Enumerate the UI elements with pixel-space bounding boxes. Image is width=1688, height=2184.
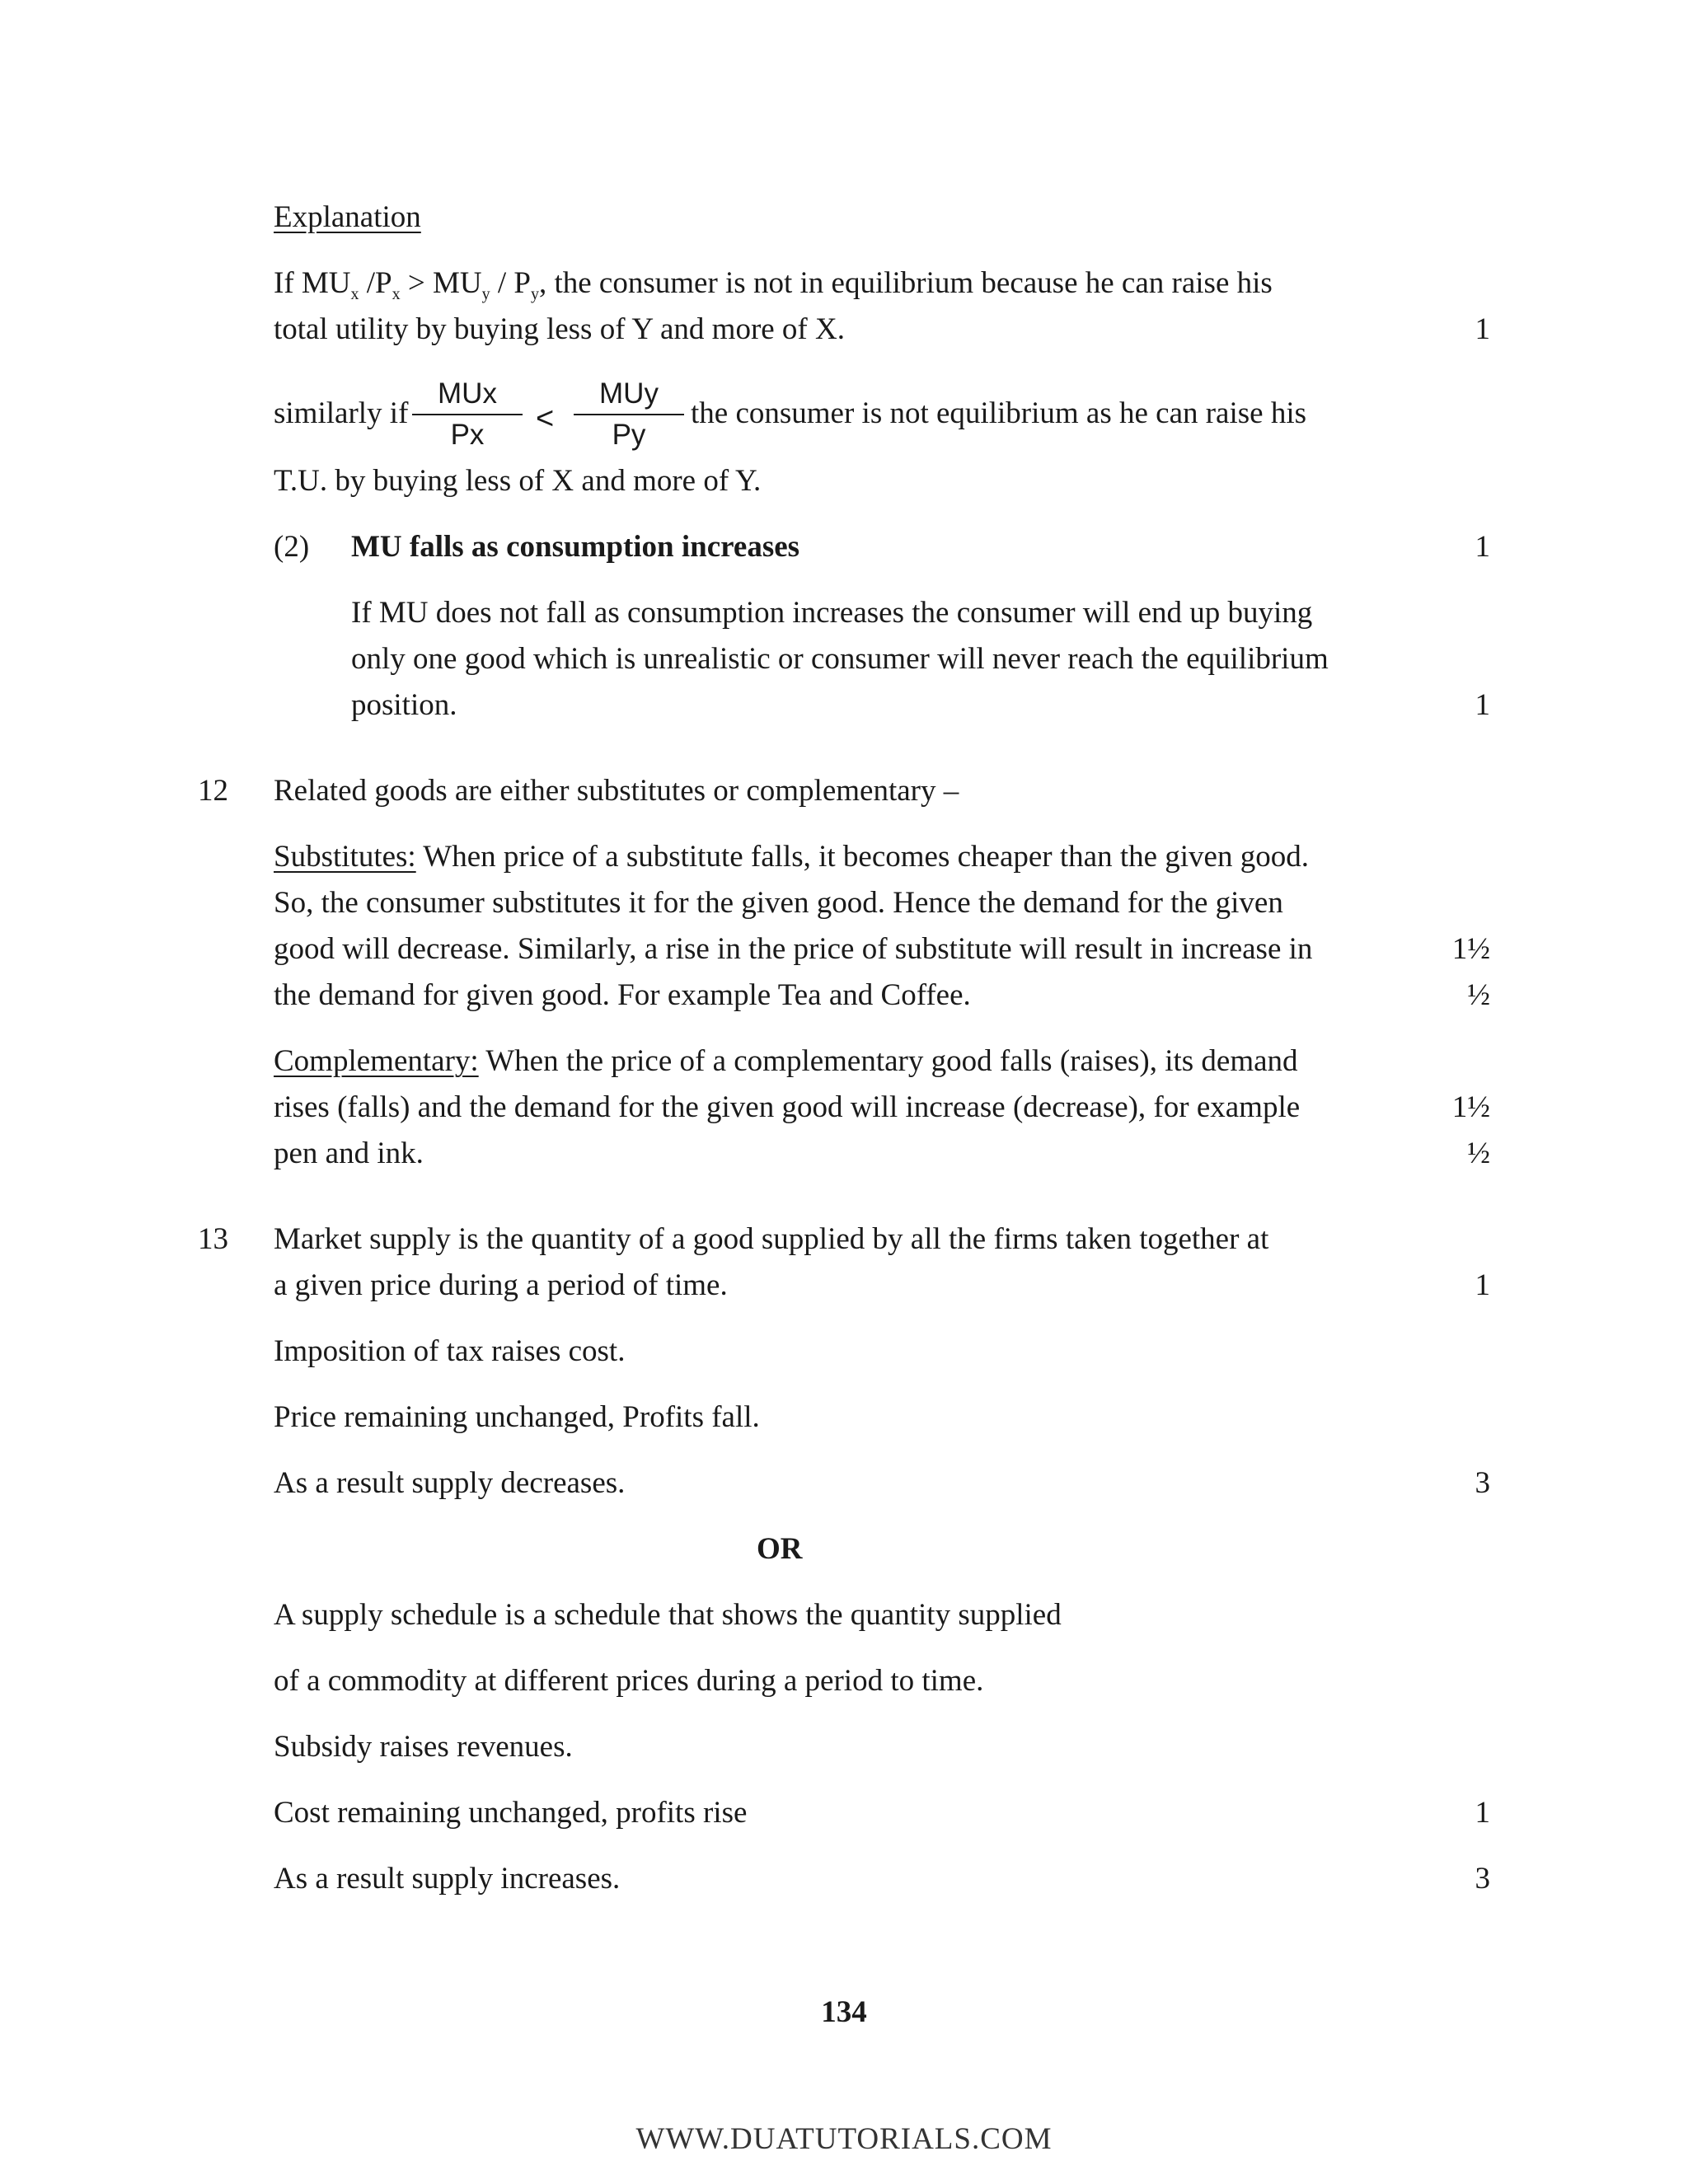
- complementary-line-1: [274, 1038, 1298, 1085]
- less-than-sign: <: [536, 401, 555, 436]
- mark-question-13-line-9: 1: [1475, 1796, 1490, 1830]
- mark-explanation-line-2: 1: [1475, 312, 1490, 346]
- substitutes-line-4: the demand for given good. For example Tea and Coffee.: [274, 978, 971, 1012]
- explanation-line-2: total utility by buying less of Y and more of X.: [274, 312, 845, 346]
- question-12-intro: Related goods are either substitutes or complementary –: [274, 774, 959, 808]
- similarly-suffix: the consumer is not equilibrium as he can raise his: [691, 396, 1307, 430]
- point-2-number: (2): [274, 530, 310, 564]
- question-13-line-5: As a result supply decreases.: [274, 1466, 626, 1500]
- mark-complementary-line-2: 1½: [1451, 1090, 1490, 1124]
- fraction-2-denominator: Py: [612, 419, 646, 451]
- question-13-line-9: Cost remaining unchanged, profits rise: [274, 1796, 748, 1830]
- complementary-line-3: pen and ink.: [274, 1137, 424, 1170]
- mark-substitutes-line-4: ½: [1467, 978, 1490, 1012]
- explanation-heading: Explanation: [274, 200, 421, 234]
- complementary-line-2: rises (falls) and the demand for the given good will increase (decrease), for example: [274, 1090, 1301, 1124]
- substitutes-line-3: good will decrease. Similarly, a rise in the price of substitute will result in increase in: [274, 932, 1313, 966]
- fraction-muy-py: [574, 377, 684, 452]
- point-2-title: MU falls as consumption increases: [351, 530, 800, 564]
- question-13-line-2: a given price during a period of time.: [274, 1268, 728, 1302]
- question-13-number: 13: [198, 1222, 228, 1256]
- substitutes-line-2: So, the consumer substitutes it for the given good. Hence the demand for the given: [274, 886, 1283, 920]
- mark-point-2-title: 1: [1475, 530, 1490, 564]
- substitutes-line-1: [274, 834, 1309, 880]
- explanation-line-4: T.U. by buying less of X and more of Y.: [274, 464, 762, 498]
- fraction-1-numerator: MUx: [438, 377, 497, 410]
- substitutes-label: Substitutes:: [274, 840, 416, 874]
- complementary-label: Complementary:: [274, 1044, 479, 1078]
- complementary-line-1-text: When the price of a complementary good falls (raises), its demand: [478, 1044, 1298, 1078]
- mark-substitutes-line-3: 1½: [1451, 932, 1490, 966]
- fraction-1-denominator: Px: [450, 419, 485, 451]
- fraction-mux-px: [412, 377, 523, 452]
- footer-website: WWW.DUATUTORIALS.COM: [635, 2122, 1053, 2156]
- or-separator: OR: [757, 1532, 803, 1566]
- page-number: 134: [821, 1995, 867, 2029]
- question-12-number: 12: [198, 774, 228, 808]
- explanation-line-1-text: , the consumer is not in equilibrium because he can raise his: [538, 266, 1273, 300]
- question-13-line-1: Market supply is the quantity of a good supplied by all the firms taken together at: [274, 1222, 1269, 1256]
- explanation-line-1: If $MU_x$ $/P_x > MU_y / P_y$, the consumer is not in equilibrium because he can raise his: [274, 266, 1273, 303]
- mark-point-2-line-3: 1: [1475, 688, 1490, 722]
- question-13-line-4: Price remaining unchanged, Profits fall.: [274, 1400, 760, 1434]
- mark-question-13-line-5: 3: [1475, 1466, 1490, 1500]
- question-13-line-10: As a result supply increases.: [274, 1862, 621, 1896]
- question-13-line-7: of a commodity at different prices during a period to time.: [274, 1664, 984, 1698]
- similarly-prefix: similarly if: [274, 396, 409, 430]
- question-13-line-3: Imposition of tax raises cost.: [274, 1334, 626, 1368]
- question-13-line-6: A supply schedule is a schedule that shows the quantity supplied: [274, 1598, 1062, 1632]
- mark-question-13-line-10: 3: [1475, 1862, 1490, 1896]
- mark-complementary-line-3: ½: [1467, 1137, 1490, 1170]
- question-13-line-8: Subsidy raises revenues.: [274, 1730, 573, 1764]
- substitutes-line-1-text: When price of a substitute falls, it becomes cheaper than the given good.: [415, 840, 1309, 874]
- point-2-line-1: If MU does not fall as consumption increases the consumer will end up buying: [351, 596, 1313, 630]
- mark-question-13-line-2: 1: [1475, 1268, 1490, 1302]
- point-2-line-3: position.: [351, 688, 457, 722]
- point-2-line-2: only one good which is unrealistic or consumer will never reach the equilibrium: [351, 642, 1329, 676]
- fraction-2-numerator: MUy: [599, 377, 659, 410]
